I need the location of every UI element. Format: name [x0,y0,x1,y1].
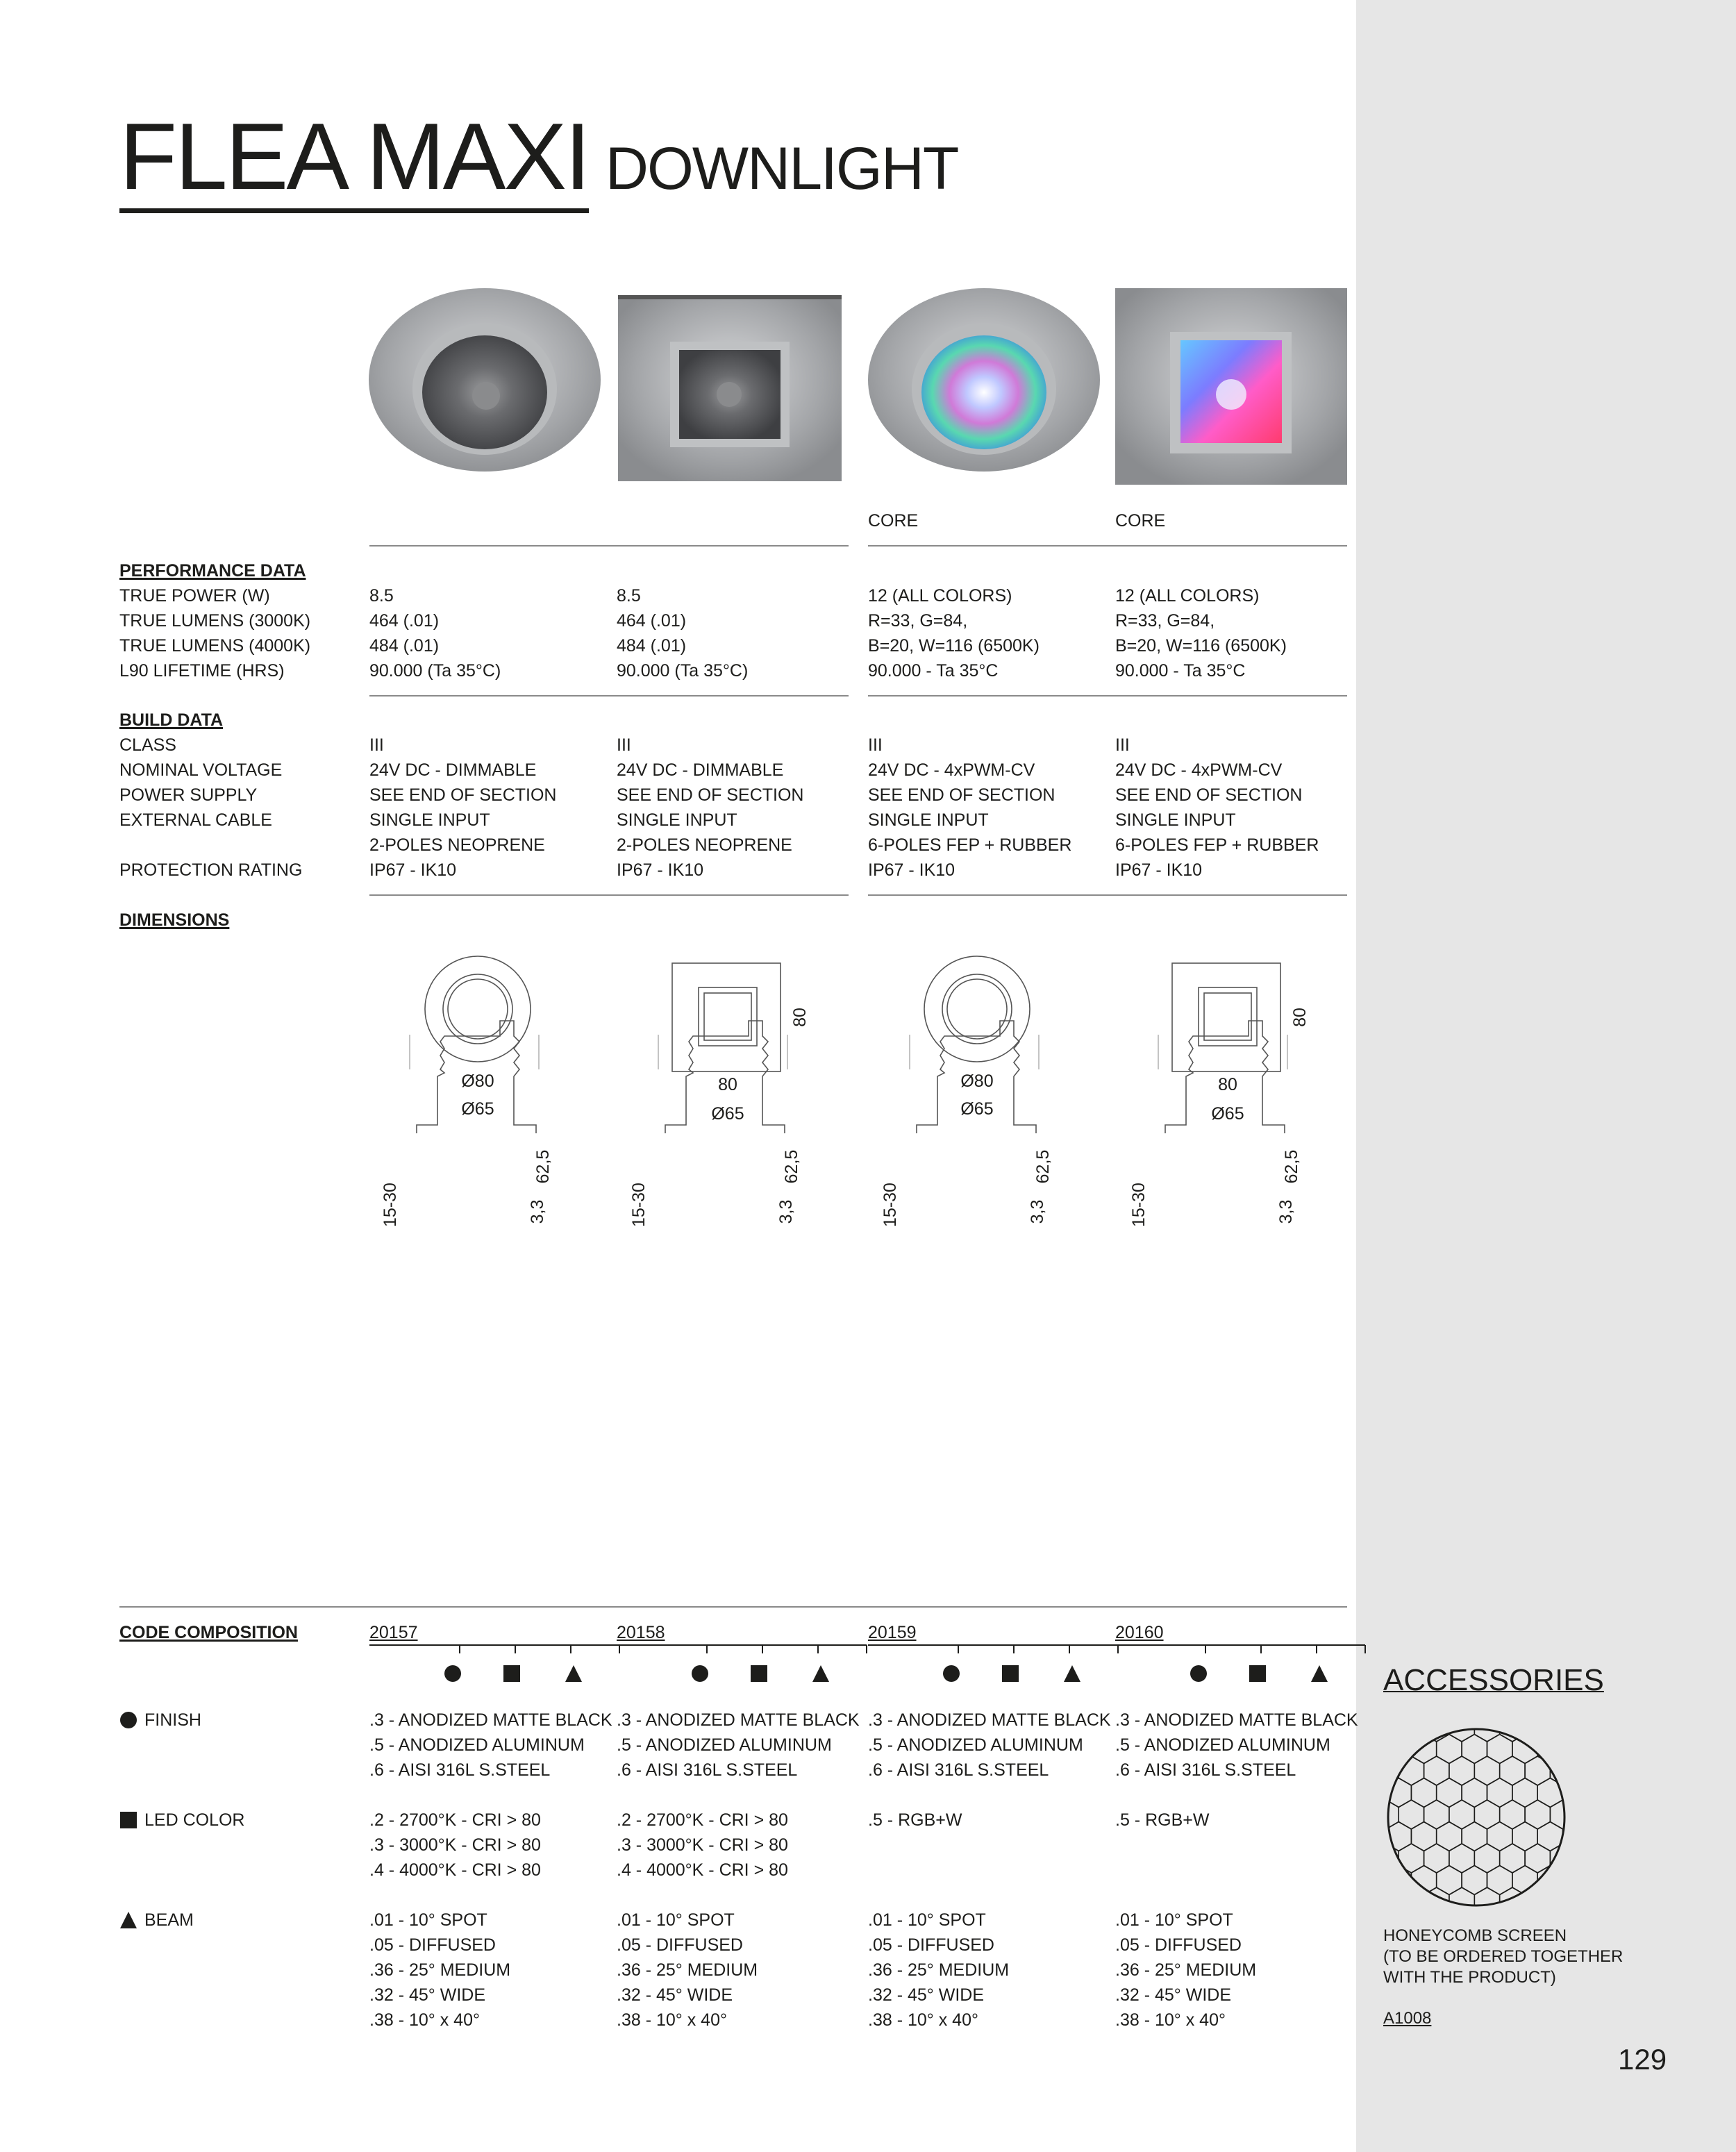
square-fixture-photo [618,295,842,481]
option-value: .36 - 25° MEDIUM [617,1960,758,1980]
option-value: .38 - 10° x 40° [868,2010,978,2030]
cell-value: 24V DC - 4xPWM-CV [1115,760,1283,780]
section-view [880,1021,1053,1227]
depth-range-label: 15-30 [880,1183,900,1227]
round-core-fixture-photo [868,288,1100,472]
width-label: 80 [718,1075,737,1094]
option-value: .3 - ANODIZED MATTE BLACK [868,1710,1111,1730]
build-heading: BUILD DATA [119,710,224,730]
cell-value: SINGLE INPUT [1115,810,1236,830]
option-value: .05 - DIFFUSED [868,1935,994,1955]
cell-value: 2-POLES NEOPRENE [617,835,792,855]
option-value: .6 - AISI 316L S.STEEL [617,1760,798,1780]
row-label: EXTERNAL CABLE [119,810,272,830]
cell-value: 2-POLES NEOPRENE [369,835,545,855]
accessory-code: A1008 [1383,2009,1432,2028]
cell-value: III [868,735,883,755]
option-value: .5 - RGB+W [868,1810,962,1830]
cell-value: IP67 - IK10 [868,860,955,880]
divider [369,894,849,896]
option-value: .5 - ANODIZED ALUMINUM [369,1735,585,1755]
led-color-square-icon [1249,1665,1266,1682]
depth-range-label: 15-30 [1129,1183,1149,1227]
height-label: 62,5 [1282,1149,1301,1184]
section-view [381,1021,553,1227]
section-view [629,1021,801,1227]
option-value: .36 - 25° MEDIUM [369,1960,511,1980]
option-value: .3 - 3000°K - CRI > 80 [617,1835,788,1855]
page-title [119,104,958,213]
cell-value: III [1115,735,1130,755]
divider [119,1606,1347,1608]
row-label: TRUE POWER (W) [119,586,270,606]
beam-triangle-icon [565,1665,582,1682]
triangle-legend-icon [119,1911,139,1930]
cell-value: 90.000 - Ta 35°C [1115,661,1246,681]
row-label: L90 LIFETIME (HRS) [119,661,285,681]
page-number: 129 [1618,2043,1667,2076]
option-value: .32 - 45° WIDE [868,1985,984,2005]
cell-value: 90.000 (Ta 35°C) [369,661,501,681]
cell-value: R=33, G=84, [868,611,968,631]
cell-value: 464 (.01) [369,611,440,631]
code-structure-diagram [617,1645,867,1682]
cell-value: 484 (.01) [617,636,687,656]
cell-value: IP67 - IK10 [369,860,457,880]
cell-value: SEE END OF SECTION [617,785,804,805]
height-label: 62,5 [1033,1149,1053,1184]
cell-value: SEE END OF SECTION [868,785,1055,805]
option-value: .2 - 2700°K - CRI > 80 [617,1810,788,1830]
row-label: NOMINAL VOLTAGE [119,760,283,780]
divider [868,894,1347,896]
finish-circle-icon [1190,1665,1207,1682]
option-value: .3 - ANODIZED MATTE BLACK [1115,1710,1358,1730]
row-label: POWER SUPPLY [119,785,258,805]
variant-label-3: CORE [868,511,919,531]
code-structure-diagram [868,1645,1118,1682]
option-value: .4 - 4000°K - CRI > 80 [369,1860,541,1880]
option-value: .01 - 10° SPOT [369,1910,487,1930]
option-value: .01 - 10° SPOT [868,1910,986,1930]
product-code: 20159 [868,1623,917,1642]
option-group-label: FINISH [144,1710,201,1730]
accessories-title: ACCESSORIES [1383,1663,1604,1697]
cell-value: SINGLE INPUT [369,810,490,830]
honeycomb-screen-icon [1386,1727,1567,1908]
divider [868,545,1347,547]
beam-triangle-icon [1064,1665,1080,1682]
led-color-square-icon [751,1665,767,1682]
product-name: FLEA MAXI [119,104,589,213]
cell-value: IP67 - IK10 [1115,860,1203,880]
section-view [1129,1021,1301,1227]
beam-triangle-icon [812,1665,829,1682]
cell-value: 12 (ALL COLORS) [868,586,1012,606]
flange-label: 3,3 [776,1199,796,1224]
dimensions-heading: DIMENSIONS [119,910,230,930]
option-value: .05 - DIFFUSED [617,1935,743,1955]
row-label: PROTECTION RATING [119,860,303,880]
square-plan-view [672,963,810,1124]
height-label: 62,5 [782,1149,801,1184]
code-structure-diagram [369,1645,619,1682]
led-color-square-icon [1002,1665,1019,1682]
option-value: .32 - 45° WIDE [617,1985,733,2005]
option-value: .6 - AISI 316L S.STEEL [369,1760,551,1780]
cell-value: 8.5 [617,586,641,606]
option-value: .6 - AISI 316L S.STEEL [868,1760,1049,1780]
option-value: .05 - DIFFUSED [369,1935,496,1955]
cell-value: SEE END OF SECTION [1115,785,1303,805]
cell-value: 464 (.01) [617,611,687,631]
divider [369,545,849,547]
product-code: 20160 [1115,1623,1164,1642]
row-label: TRUE LUMENS (4000K) [119,636,311,656]
cell-value: 24V DC - DIMMABLE [617,760,784,780]
product-type: DOWNLIGHT [605,135,958,202]
diameter-outer-label: Ø80 [960,1071,994,1091]
dimension-svg [361,944,1403,1264]
square-plan-view [1172,963,1310,1124]
diameter-inner-label: Ø65 [960,1099,994,1119]
option-value: .5 - ANODIZED ALUMINUM [868,1735,1083,1755]
cell-value: 6-POLES FEP + RUBBER [868,835,1072,855]
code-composition-heading: CODE COMPOSITION [119,1623,298,1642]
option-value: .6 - AISI 316L S.STEEL [1115,1760,1296,1780]
product-code: 20158 [617,1623,665,1642]
product-code: 20157 [369,1623,418,1642]
cell-value: B=20, W=116 (6500K) [868,636,1040,656]
cell-value: 8.5 [369,586,394,606]
cell-value: 484 (.01) [369,636,440,656]
divider [369,695,849,697]
beam-triangle-icon [1311,1665,1328,1682]
cell-value: 24V DC - DIMMABLE [369,760,537,780]
option-value: .3 - 3000°K - CRI > 80 [369,1835,541,1855]
code-structure-diagram [1115,1645,1365,1682]
depth-range-label: 15-30 [629,1183,649,1227]
accessory-line: (TO BE ORDERED TOGETHER [1383,1947,1624,1966]
option-group-label: BEAM [144,1910,194,1930]
product-photos [361,281,1354,490]
option-value: .36 - 25° MEDIUM [1115,1960,1257,1980]
option-value: .3 - ANODIZED MATTE BLACK [617,1710,860,1730]
flange-label: 3,3 [528,1199,547,1224]
accessory-line: HONEYCOMB SCREEN [1383,1926,1567,1945]
cell-value: B=20, W=116 (6500K) [1115,636,1287,656]
finish-circle-icon [692,1665,708,1682]
option-value: .5 - ANODIZED ALUMINUM [1115,1735,1330,1755]
cell-value: 24V DC - 4xPWM-CV [868,760,1035,780]
round-fixture-photo [369,288,601,472]
diameter-outer-label: Ø80 [461,1071,494,1091]
height-label: 80 [790,1008,810,1027]
option-group-label: LED COLOR [144,1810,245,1830]
option-value: .01 - 10° SPOT [617,1910,735,1930]
option-value: .38 - 10° x 40° [1115,2010,1226,2030]
accessory-line: WITH THE PRODUCT) [1383,1968,1556,1987]
variant-label-4: CORE [1115,511,1166,531]
option-value: .01 - 10° SPOT [1115,1910,1233,1930]
option-value: .5 - RGB+W [1115,1810,1210,1830]
flange-label: 3,3 [1028,1199,1047,1224]
width-label: 80 [1218,1075,1237,1094]
option-value: .32 - 45° WIDE [369,1985,485,2005]
inner-label: Ø65 [711,1104,744,1124]
square-legend-icon [119,1811,139,1830]
option-value: .38 - 10° x 40° [369,2010,480,2030]
row-label: TRUE LUMENS (3000K) [119,611,311,631]
option-value: .36 - 25° MEDIUM [868,1960,1010,1980]
option-value: .3 - ANODIZED MATTE BLACK [369,1710,612,1730]
cell-value: 90.000 - Ta 35°C [868,661,999,681]
option-value: .32 - 45° WIDE [1115,1985,1231,2005]
option-value: .38 - 10° x 40° [617,2010,727,2030]
cell-value: SEE END OF SECTION [369,785,557,805]
cell-value: 12 (ALL COLORS) [1115,586,1260,606]
option-value: .4 - 4000°K - CRI > 80 [617,1860,788,1880]
led-color-square-icon [503,1665,520,1682]
cell-value: SINGLE INPUT [868,810,989,830]
flange-label: 3,3 [1276,1199,1296,1224]
option-value: .5 - ANODIZED ALUMINUM [617,1735,832,1755]
inner-label: Ø65 [1211,1104,1244,1124]
diameter-inner-label: Ø65 [461,1099,494,1119]
cell-value: IP67 - IK10 [617,860,704,880]
square-core-fixture-photo [1115,288,1347,485]
cell-value: 90.000 (Ta 35°C) [617,661,749,681]
divider [868,695,1347,697]
row-label: CLASS [119,735,176,755]
height-label: 62,5 [533,1149,553,1184]
performance-heading: PERFORMANCE DATA [119,561,306,581]
cell-value: R=33, G=84, [1115,611,1215,631]
cell-value: III [369,735,384,755]
cell-value: SINGLE INPUT [617,810,737,830]
height-label: 80 [1290,1008,1310,1027]
depth-range-label: 15-30 [381,1183,400,1227]
finish-circle-icon [943,1665,960,1682]
option-value: .05 - DIFFUSED [1115,1935,1242,1955]
finish-circle-icon [444,1665,461,1682]
cell-value: 6-POLES FEP + RUBBER [1115,835,1319,855]
option-value: .2 - 2700°K - CRI > 80 [369,1810,541,1830]
circle-legend-icon [119,1711,139,1730]
cell-value: III [617,735,631,755]
